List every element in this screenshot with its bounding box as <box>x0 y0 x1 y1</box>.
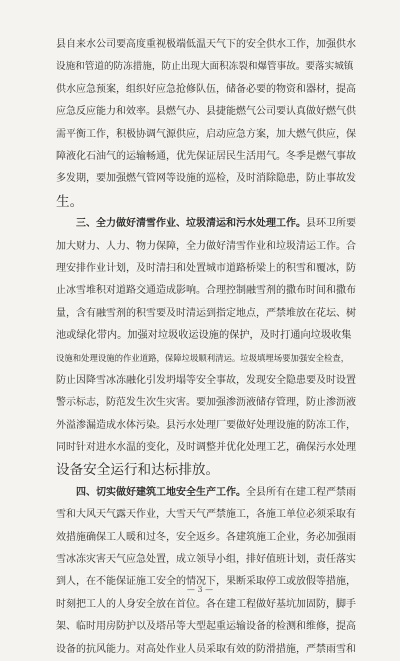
text-line <box>56 594 356 616</box>
text-line <box>56 639 356 661</box>
text-line <box>56 459 356 481</box>
text-run: 多发期，要加强燃气管网等设施的巡检，及时消除隐患，防止事故发 <box>56 173 356 185</box>
text-run: 县自来水公司要高度重视极端低温天气下的安全供水工作，加强供水 <box>56 39 356 50</box>
text-run: 池或绿化带内。加强对垃圾收运设施的保护，及时打通向垃圾收集 <box>56 330 352 342</box>
text-line <box>56 616 356 638</box>
body-text <box>56 34 356 661</box>
text-run: 警示标志，防范发生次生灾害。要加强渗沥液储存管理，防止渗沥液 <box>56 397 356 409</box>
text-line <box>56 347 356 369</box>
text-run: 外溢渗漏造成水体污染。县污水处理厂要做好处理设施的防冻工作， <box>56 419 356 431</box>
section-heading: 四、切实做好建筑工地安全生产工作。 <box>76 486 246 498</box>
section-heading: 三、全力做好清雪作业、垃圾清运和污水处理工作。 <box>76 218 306 230</box>
text-run: 生。 <box>56 193 84 210</box>
text-line <box>56 303 356 325</box>
text-line <box>56 213 356 235</box>
text-run: 需平衡工作，积极协调气源供应，启动应急方案，加大燃气供应，保 <box>56 128 356 140</box>
text-run: 雪和大风天气露天作业，大雪天气严禁施工，各施工单位必须采取有 <box>56 509 356 521</box>
text-run: 设施和管道的防冻措施，防止出现大面积冻裂和爆管事故。要落实城镇 <box>56 61 354 73</box>
text-line <box>56 236 356 258</box>
text-line <box>56 79 356 101</box>
text-line <box>56 415 356 437</box>
text-line <box>56 549 356 571</box>
text-line <box>56 504 356 526</box>
text-run: 止冰雪堆积对道路交通造成影响。合理控制融雪剂的撒布时间和撒布 <box>56 285 356 297</box>
text-line <box>56 168 356 190</box>
text-line <box>56 34 356 56</box>
text-line <box>56 437 356 459</box>
text-line <box>56 146 356 168</box>
text-run: 量，含有融雪剂的积雪要及时清运到指定地点，严禁堆放在花坛、树 <box>56 307 356 319</box>
text-line <box>56 527 356 549</box>
text-run: 架、临时用房防护以及塔吊等大型起重运输设备的检测和维修，提高 <box>56 621 356 633</box>
text-line <box>56 482 356 504</box>
text-line <box>56 258 356 280</box>
text-line <box>56 56 356 78</box>
text-run: 障液化石油气的运输畅通，优先保证居民生活用气。冬季是燃气事故 <box>56 150 356 162</box>
text-line <box>56 325 356 347</box>
text-run: 县环卫所要 <box>306 218 356 230</box>
text-run: 雪冰冻灾害天气应急处置，成立领导小组，排好值班计划，责任落实 <box>56 553 356 565</box>
text-run: 加大财力、人力、物力保障，全力做好清雪作业和垃圾清运工作。合 <box>56 240 356 252</box>
text-run <box>56 218 76 229</box>
text-run: 效措施确保工人暖和过冬，安全返乡。各建筑施工企业，务必加强雨 <box>56 531 356 543</box>
text-line <box>56 280 356 302</box>
text-run: 设备安全运行和达标排放。 <box>56 462 220 479</box>
text-run: 时刻把工人的人身安全放在首位。各在建工程做好基坑加固防，脚手 <box>56 598 356 610</box>
text-line <box>56 101 356 123</box>
text-run: 全县所有在建工程严禁雨 <box>246 486 356 498</box>
text-run: 设备的抗风能力。对高处作业人员采取有效的防滑措施，严禁雨雪和 <box>56 643 356 655</box>
text-line <box>56 191 356 213</box>
text-line <box>56 370 356 392</box>
text-run: 供水应急预案，组织好应急抢修队伍，储备必要的物资和器材，提高 <box>56 83 356 95</box>
text-line <box>56 124 356 146</box>
page-number: — 3 — <box>186 585 214 594</box>
text-run: 同时针对进水水温的变化，及时调整并优化处理工艺，确保污水处理 <box>56 442 356 454</box>
text-run: 理安排作业计划，及时清扫和处置城市道路桥梁上的积雪和覆冰，防 <box>56 262 356 274</box>
text-run: 防止因降雪冰冻融化引发坍塌等安全事故，发现安全隐患要及时设置 <box>56 374 356 386</box>
text-run: 设施和处理设施的作业道路，保障垃圾顺利清运。垃圾填埋场要加强安全检查， <box>56 353 350 364</box>
text-line <box>56 392 356 414</box>
text-run: 应急反应能力和效率。县燃气办、县捷能燃气公司要认真做好燃气供 <box>56 106 356 118</box>
text-run <box>56 487 76 498</box>
text-run: 到人，在不能保证施工安全的情况下，果断采取停工或放假等措施， <box>56 576 356 588</box>
